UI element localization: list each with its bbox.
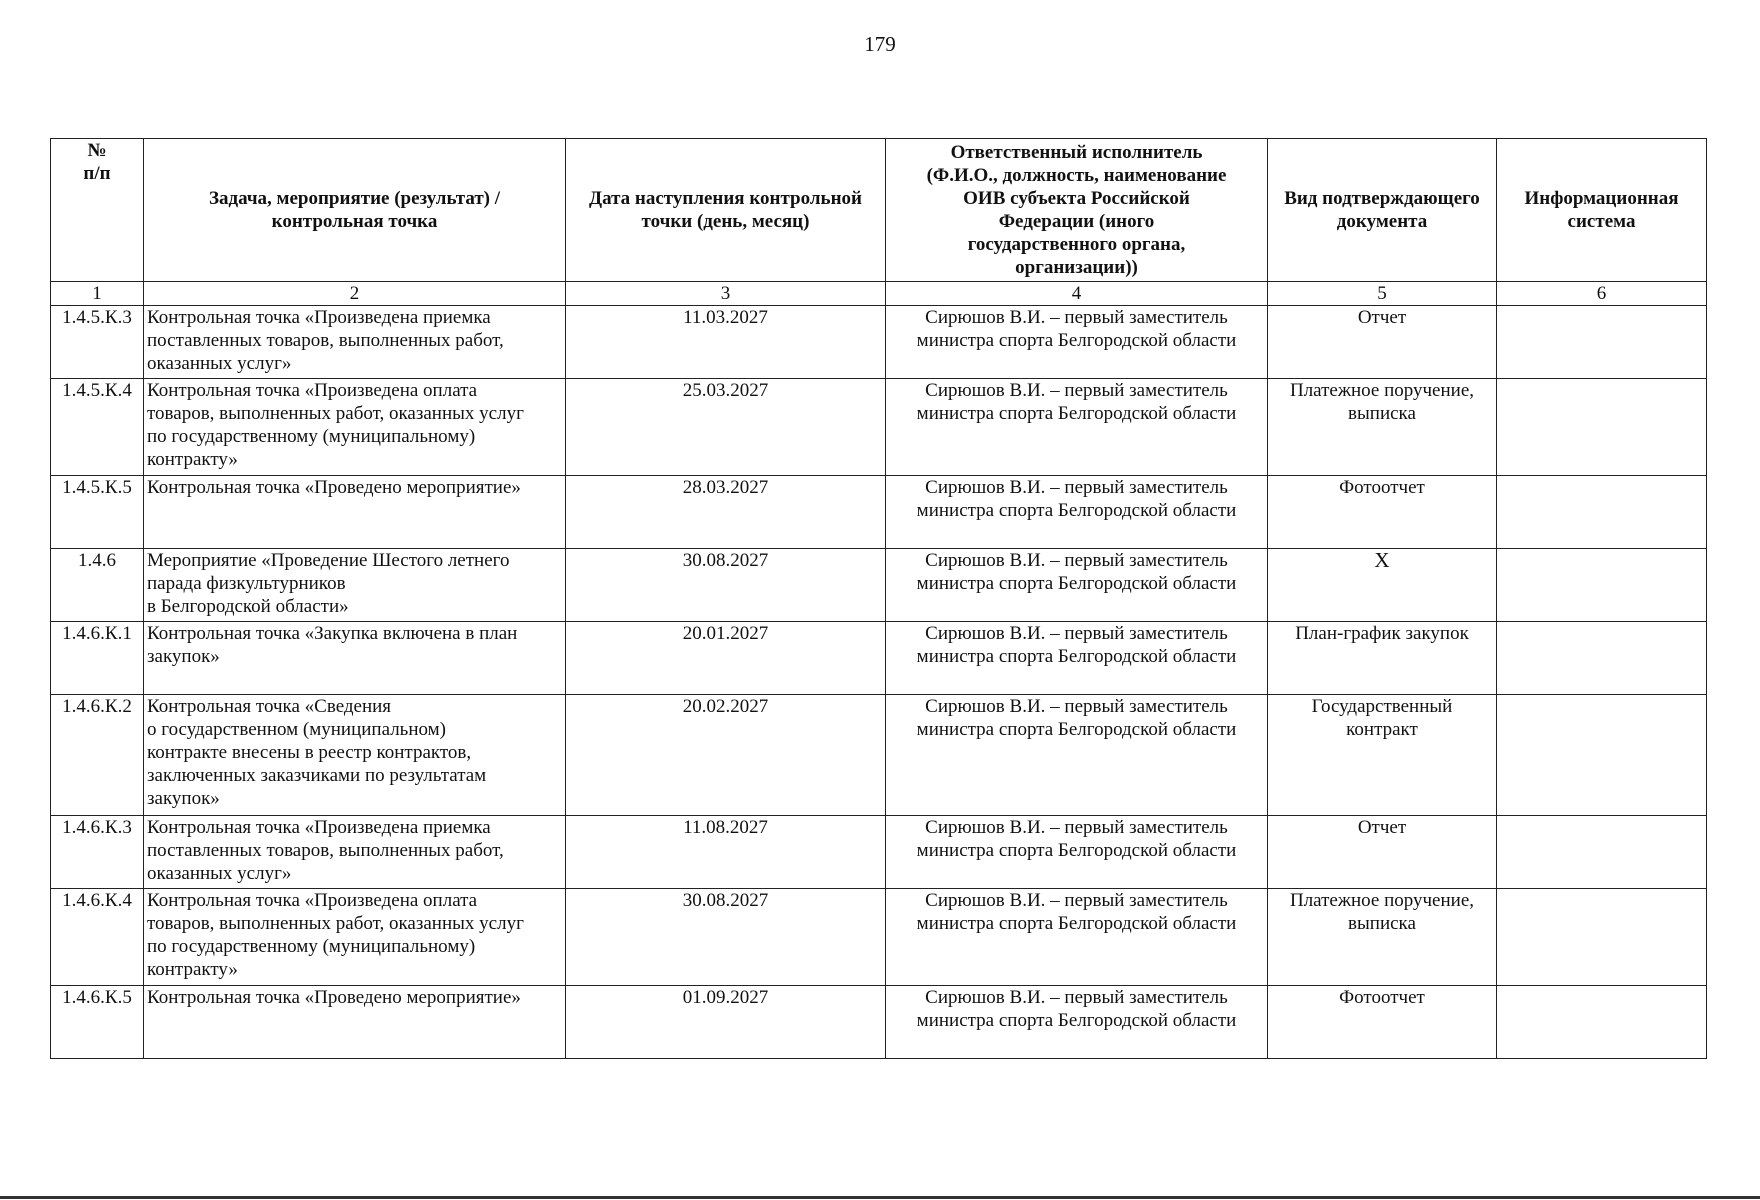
row-system [1497, 986, 1707, 1059]
row-responsible: Сирюшов В.И. – первый заместитель министра спорта Белгородской области [886, 549, 1268, 622]
row-task: Контрольная точка «Произведена оплата товаров, выполненных работ, оказанных услуг по государственному (муниципальному) контракту» [144, 379, 566, 476]
row-number: 1.4.5.К.3 [51, 306, 144, 379]
row-date: 20.02.2027 [566, 695, 886, 816]
table-row [51, 889, 1707, 986]
header-row [51, 139, 1707, 282]
bottom-edge-rule [0, 1196, 1760, 1199]
row-system [1497, 476, 1707, 549]
row-number: 1.4.6.К.1 [51, 622, 144, 695]
row-task: Контрольная точка «Произведена оплата товаров, выполненных работ, оказанных услуг по государственному (муниципальному) контракту» [144, 889, 566, 986]
column-number: 4 [886, 282, 1268, 306]
row-task: Контрольная точка «Проведено мероприятие» [144, 986, 566, 1059]
row-document: Отчет [1268, 816, 1497, 889]
row-document: Х [1268, 549, 1497, 622]
row-task: Контрольная точка «Сведения о государственном (муниципальном) контракте внесены в реестр контрактов, заключенных заказчиками по результатам закупок» [144, 695, 566, 816]
row-responsible: Сирюшов В.И. – первый заместитель министра спорта Белгородской области [886, 695, 1268, 816]
row-system [1497, 889, 1707, 986]
row-task: Контрольная точка «Произведена приемка поставленных товаров, выполненных работ, оказанных услуг» [144, 816, 566, 889]
column-number: 3 [566, 282, 886, 306]
column-number: 1 [51, 282, 144, 306]
page-number: 179 [864, 32, 896, 56]
row-number: 1.4.6.К.2 [51, 695, 144, 816]
row-date: 25.03.2027 [566, 379, 886, 476]
row-system [1497, 306, 1707, 379]
table-row [51, 476, 1707, 549]
table-row [51, 816, 1707, 889]
row-date: 11.03.2027 [566, 306, 886, 379]
row-date: 30.08.2027 [566, 889, 886, 986]
header-task-text: Задача, мероприятие (результат) / контрольная точка [208, 188, 501, 232]
table-row [51, 549, 1707, 622]
column-number: 2 [144, 282, 566, 306]
header-system [1497, 139, 1707, 282]
row-responsible: Сирюшов В.И. – первый заместитель министра спорта Белгородской области [886, 306, 1268, 379]
header-document [1268, 139, 1497, 282]
row-system [1497, 695, 1707, 816]
header-document-text: Вид подтверждающего документа [1284, 188, 1480, 232]
row-task: Контрольная точка «Произведена приемка поставленных товаров, выполненных работ, оказанных услуг» [144, 306, 566, 379]
header-responsible-text: Ответственный исполнитель (Ф.И.О., должность, наименование ОИВ субъекта Российской Федерации (иного государственного органа, организации)) [926, 142, 1227, 278]
header-responsible [886, 139, 1268, 282]
header-task [144, 139, 566, 282]
row-number: 1.4.6.К.4 [51, 889, 144, 986]
row-system [1497, 379, 1707, 476]
row-number: 1.4.6 [51, 549, 144, 622]
row-task: Контрольная точка «Проведено мероприятие» [144, 476, 566, 549]
row-responsible: Сирюшов В.И. – первый заместитель министра спорта Белгородской области [886, 986, 1268, 1059]
row-date: 11.08.2027 [566, 816, 886, 889]
column-number-row [51, 282, 1707, 306]
row-document: Платежное поручение, выписка [1268, 889, 1497, 986]
row-number: 1.4.6.К.3 [51, 816, 144, 889]
row-date: 30.08.2027 [566, 549, 886, 622]
row-task: Контрольная точка «Закупка включена в план закупок» [144, 622, 566, 695]
table-row [51, 306, 1707, 379]
row-responsible: Сирюшов В.И. – первый заместитель министра спорта Белгородской области [886, 476, 1268, 549]
table-row [51, 695, 1707, 816]
table-row [51, 622, 1707, 695]
row-number: 1.4.5.К.5 [51, 476, 144, 549]
table-row [51, 986, 1707, 1059]
row-task: Мероприятие «Проведение Шестого летнего парада физкультурников в Белгородской области» [144, 549, 566, 622]
row-document: План-график закупок [1268, 622, 1497, 695]
row-document: Платежное поручение, выписка [1268, 379, 1497, 476]
row-document: Фотоотчет [1268, 476, 1497, 549]
control-points-table [50, 138, 1707, 1059]
row-responsible: Сирюшов В.И. – первый заместитель министра спорта Белгородской области [886, 379, 1268, 476]
row-system [1497, 549, 1707, 622]
header-date-text: Дата наступления контрольной точки (день, месяц) [589, 188, 862, 232]
header-number [51, 139, 144, 282]
row-document: Государственный контракт [1268, 695, 1497, 816]
row-date: 20.01.2027 [566, 622, 886, 695]
column-number: 6 [1497, 282, 1707, 306]
header-system-text: Информационная система [1524, 188, 1679, 232]
row-number: 1.4.6.К.5 [51, 986, 144, 1059]
row-responsible: Сирюшов В.И. – первый заместитель министра спорта Белгородской области [886, 622, 1268, 695]
row-date: 28.03.2027 [566, 476, 886, 549]
header-date [566, 139, 886, 282]
row-system [1497, 816, 1707, 889]
row-date: 01.09.2027 [566, 986, 886, 1059]
row-document: Отчет [1268, 306, 1497, 379]
row-number: 1.4.5.К.4 [51, 379, 144, 476]
table-row [51, 379, 1707, 476]
row-responsible: Сирюшов В.И. – первый заместитель министра спорта Белгородской области [886, 816, 1268, 889]
row-system [1497, 622, 1707, 695]
column-number: 5 [1268, 282, 1497, 306]
header-number-text: № п/п [83, 140, 111, 184]
row-responsible: Сирюшов В.И. – первый заместитель министра спорта Белгородской области [886, 889, 1268, 986]
row-document: Фотоотчет [1268, 986, 1497, 1059]
